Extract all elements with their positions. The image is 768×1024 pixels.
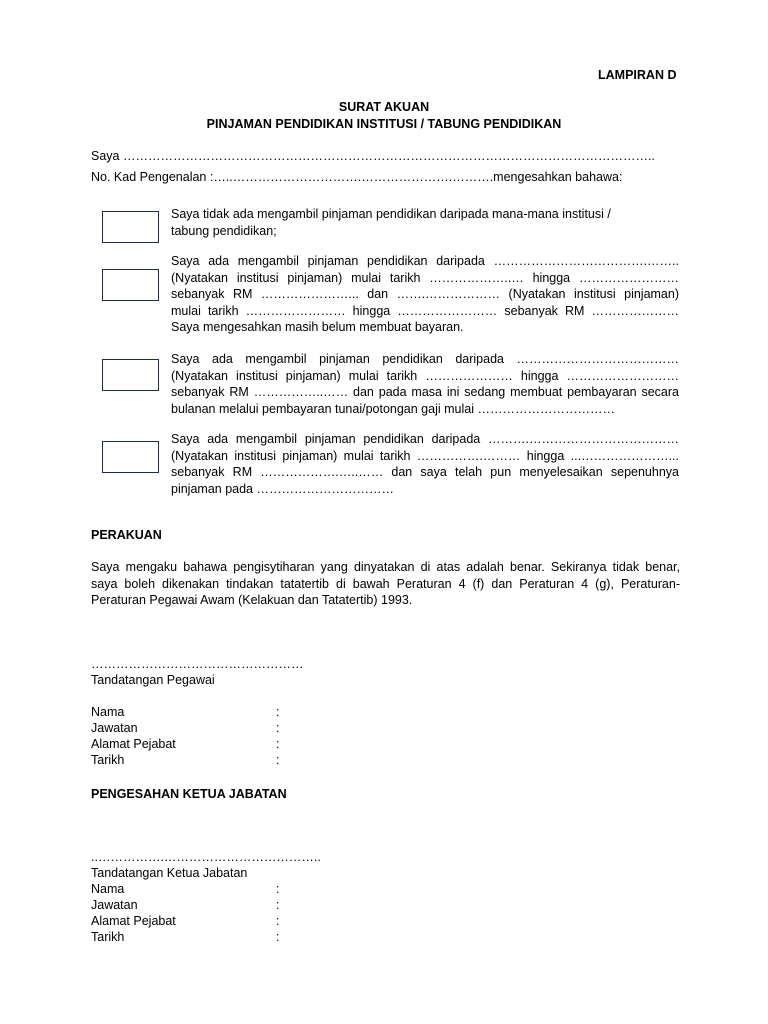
hod-field-tarikh-label: Tarikh	[91, 930, 125, 944]
option-2-line: Saya ada mengambil pinjaman pendidikan daripada ……………………………….……..	[171, 254, 679, 268]
option-4-line: Saya ada mengambil pinjaman pendidikan daripada ……….………………………………	[171, 432, 679, 446]
option-4-text	[171, 431, 679, 497]
saya-line: Saya ………………………………………………………………………………………………………………..	[91, 149, 655, 163]
hod-field-alamat-label: Alamat Pejabat	[91, 914, 176, 928]
hod-field-nama-label: Nama	[91, 882, 125, 896]
perakuan-line: Peraturan Pegawai Awam (Kelakuan dan Tatatertib) 1993.	[91, 593, 413, 607]
employee-signature-label: Tandatangan Pegawai	[91, 673, 215, 687]
employee-details	[0, 704, 768, 774]
option-3-text	[171, 351, 679, 417]
field-colon: :	[276, 721, 280, 735]
field-colon: :	[276, 898, 280, 912]
ic-line: No. Kad Pengenalan :…..………………………….………………….……….mengesahkan bahawa:	[91, 170, 623, 184]
option-3-line: bulanan melalui pembayaran tunai/potongan gaji mulai ……………………………	[171, 401, 615, 416]
option-2-line: mulai tarikh …………………… hingga …………………… sebanyak RM …………………	[171, 303, 679, 318]
option-1-line: Saya tidak ada mengambil pinjaman pendidikan daripada mana-mana institusi /	[171, 207, 611, 221]
option-3-checkbox[interactable]	[102, 359, 159, 391]
title-line-2: PINJAMAN PENDIDIKAN INSTITUSI / TABUNG PENDIDIKAN	[206, 117, 562, 131]
hod-signature-label: Tandatangan Ketua Jabatan	[91, 866, 248, 880]
field-alamat-label: Alamat Pejabat	[91, 737, 176, 751]
option-4-line: pinjaman pada ……………………………	[171, 481, 394, 496]
perakuan-paragraph	[91, 559, 680, 609]
hod-heading: PENGESAHAN KETUA JABATAN	[91, 787, 287, 801]
perakuan-heading: PERAKUAN	[91, 528, 162, 542]
field-jawatan-label: Jawatan	[91, 721, 138, 735]
option-2-line: (Nyatakan institusi pinjaman) mulai tarikh ………………..… hingga ……………………	[171, 270, 679, 285]
hod-details	[0, 881, 768, 951]
option-3-line: (Nyatakan institusi pinjaman) mulai tarikh ………………… hingga ………………………	[171, 368, 679, 383]
option-2-checkbox[interactable]	[102, 269, 159, 301]
field-colon: :	[276, 737, 280, 751]
option-3-line: Saya ada mengambil pinjaman pendidikan daripada …………………………………	[171, 352, 679, 366]
perakuan-line: Saya mengaku bahawa pengisytiharan yang dinyatakan di atas adalah benar. Sekiranya tidak benar,	[91, 560, 680, 574]
field-tarikh-label: Tarikh	[91, 753, 125, 767]
hod-field-jawatan-label: Jawatan	[91, 898, 138, 912]
field-colon: :	[276, 705, 280, 719]
option-4-line: (Nyatakan institusi pinjaman) mulai tarikh …………….……… hingga ...…………………...	[171, 448, 679, 463]
field-colon: :	[276, 753, 280, 767]
perakuan-line: saya boleh dikenakan tindakan tatatertib di bawah Peraturan 4 (f) dan Peraturan 4 (g), Peraturan-	[91, 576, 680, 591]
option-1-line: tabung pendidikan;	[171, 223, 277, 238]
employee-signature-line: ……………………………………………	[91, 657, 304, 671]
field-colon: :	[276, 930, 280, 944]
hod-signature-line: ..…………….………………………………..	[91, 850, 321, 864]
option-4-checkbox[interactable]	[102, 441, 159, 473]
title-line-1: SURAT AKUAN	[338, 100, 430, 114]
attachment-label: LAMPIRAN D	[598, 68, 677, 82]
field-colon: :	[276, 914, 280, 928]
option-3-line: sebanyak RM ……………..…… dan pada masa ini sedang membuat pembayaran secara	[171, 385, 679, 399]
option-2-line: sebanyak RM …………………... dan …….……………… (Nyatakan institusi pinjaman)	[171, 287, 679, 301]
option-4-line: sebanyak RM ……………….…..…… dan saya telah pun menyelesaikan sepenuhnya	[171, 465, 679, 479]
option-2-line: Saya mengesahkan masih belum membuat bayaran.	[171, 320, 464, 334]
option-2-text	[171, 253, 679, 336]
option-1-text	[171, 206, 679, 239]
field-nama-label: Nama	[91, 705, 125, 719]
option-1-checkbox[interactable]	[102, 211, 159, 243]
field-colon: :	[276, 882, 280, 896]
